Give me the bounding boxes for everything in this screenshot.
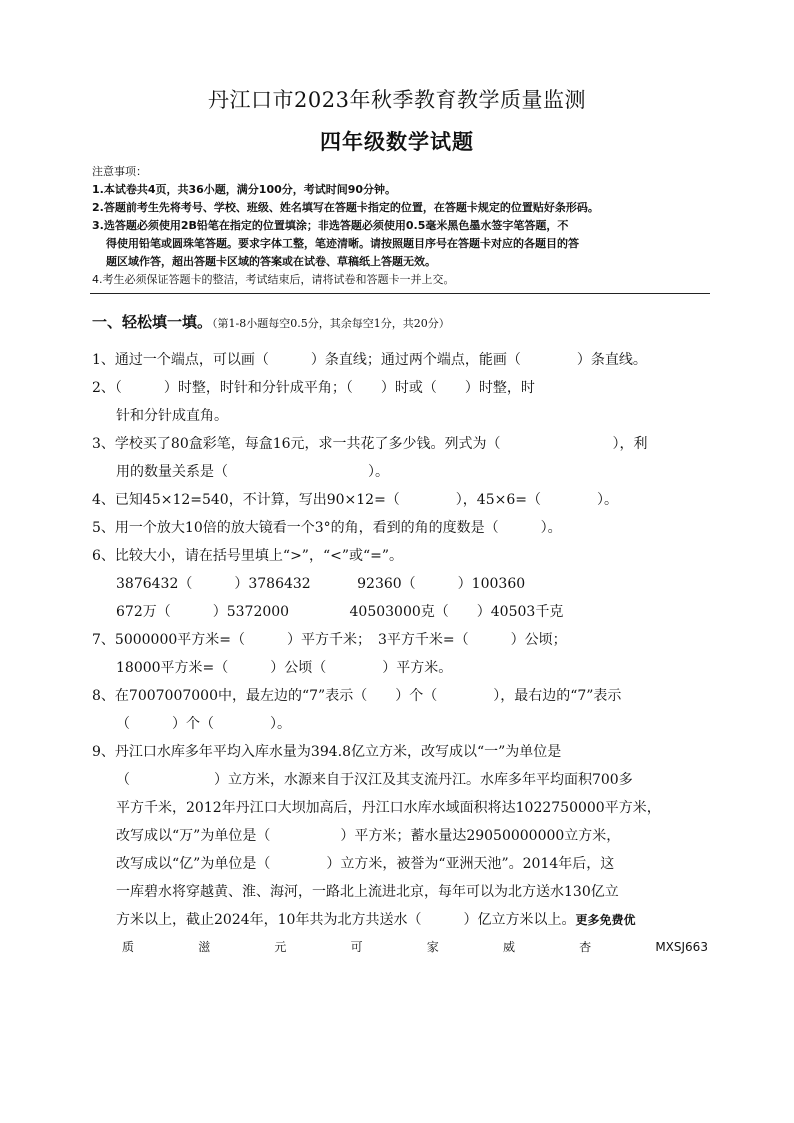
instruction-3b: 得使用铅笔或圆珠笔答题。要求字体工整，笔迹清晰。请按照题目序号在答题卡对应的各题目的答 — [106, 237, 579, 250]
instruction-2: 2.答题前考生先将考号、学校、班级、姓名填写在答题卡指定的位置，在答题卡规定的位置贴好条形码。 — [92, 201, 599, 214]
instruction-3a: 3.选答题必须使用2B铅笔在指定的位置填涂；非选答题必须使用0.5毫米黑色墨水签字笔答题，不 — [92, 219, 569, 232]
watermark-code: MXSJ663 — [655, 940, 708, 954]
watermark-char-6: 威 — [502, 940, 515, 954]
question-5: 5、用一个放大10倍的放大镜看一个3°的角，看到的角的度数是（ ）。 — [92, 520, 562, 536]
question-list — [92, 346, 708, 958]
watermark-tail: 更多免费优 — [575, 913, 636, 927]
question-6-row-1: 3876432（ ）3786432 92360（ ）100360 — [116, 576, 526, 592]
instruction-1: 1.本试卷共4页，共36小题，满分100分，考试时间90分钟。 — [92, 183, 397, 196]
watermark-char-2: 滋 — [198, 940, 211, 954]
exam-title: 丹江口市2023年秋季教育教学质量监测 — [208, 88, 586, 112]
question-2-line-2: 针和分针成直角。 — [116, 408, 228, 424]
question-9-line-7 — [92, 906, 708, 934]
watermark-char-1: 质 — [122, 940, 135, 954]
watermark-char-4: 可 — [350, 940, 363, 954]
question-8-line-2: （ ）个（ ）。 — [116, 716, 291, 732]
watermark-char-3: 元 — [274, 940, 287, 954]
question-9-line-4: 改写成以“万”为单位是（ ）平方米；蓄水量达29050000000立方米， — [116, 828, 621, 844]
section-heading — [92, 311, 450, 332]
question-7-line-2: 18000平方米=（ ）公顷（ ）平方米。 — [116, 660, 453, 676]
instructions — [92, 163, 712, 289]
watermark-char-7: 杏 — [579, 940, 592, 954]
question-9-line-5: 改写成以“亿”为单位是（ ）立方米，被誉为“亚洲天池”。2014年后，这 — [116, 856, 615, 872]
question-2-line-1: 2、（ ）时整，时针和分针成平角；（ ）时或（ ）时整，时 — [92, 380, 535, 396]
question-6-row-2: 672万（ ）5372000 40503000克（ ）40503千克 — [116, 604, 564, 620]
question-9-line-2: （ ）立方米，水源来自于汉江及其支流丹江。水库多年平均面积700多 — [116, 772, 633, 788]
exam-subtitle: 四年级数学试题 — [320, 129, 474, 154]
instructions-heading: 注意事项： — [92, 165, 147, 178]
question-9-line-7-text: 方米以上，截止2024年，10年共为北方共送水（ ）亿立方米以上。 — [116, 912, 576, 928]
section-title: 一、轻松填一填。 — [92, 313, 213, 331]
question-7-line-1: 7、5000000平方米=（ ）平方千米； 3平方千米=（ ）公顷； — [92, 632, 567, 648]
question-9-line-6: 一库碧水将穿越黄、淮、海河，一路北上流进北京，每年可以为北方送水130亿立 — [116, 884, 619, 900]
instruction-4: 4.考生必须保证答题卡的整洁，考试结束后，请将试卷和答题卡一并上交。 — [92, 273, 455, 286]
question-9-line-1: 9、丹江口水库多年平均入库水量为394.8亿立方米，改写成以“一”为单位是 — [92, 744, 562, 760]
question-3-line-1: 3、学校买了80盒彩笔，每盒16元，求一共花了多少钱。列式为（ ），利 — [92, 436, 648, 452]
divider-line — [90, 293, 710, 294]
question-1: 1、通过一个端点，可以画（ ）条直线；通过两个端点，能画（ ）条直线。 — [92, 352, 647, 368]
question-4: 4、已知45×12=540，不计算，写出90×12=（ ），45×6=（ ）。 — [92, 492, 618, 508]
question-9-line-3: 平方千米，2012年丹江口大坝加高后，丹江口水库水域面积将达1022750000平方米， — [116, 800, 661, 816]
watermark-char-5: 家 — [426, 940, 439, 954]
section-scoring-note: （第1-8小题每空0.5分，其余每空1分，共20分） — [212, 317, 450, 330]
watermark-row — [92, 936, 708, 958]
instruction-3c: 题区域作答，超出答题卡区域的答案或在试卷、草稿纸上答题无效。 — [106, 255, 436, 268]
question-8-line-1: 8、在7007007000中，最左边的“7”表示（ ）个（ ），最右边的“7”表示 — [92, 688, 622, 704]
question-3-line-2: 用的数量关系是（ ）。 — [116, 464, 389, 480]
question-6: 6、比较大小，请在括号里填上“>”，“<”或“=”。 — [92, 548, 404, 564]
